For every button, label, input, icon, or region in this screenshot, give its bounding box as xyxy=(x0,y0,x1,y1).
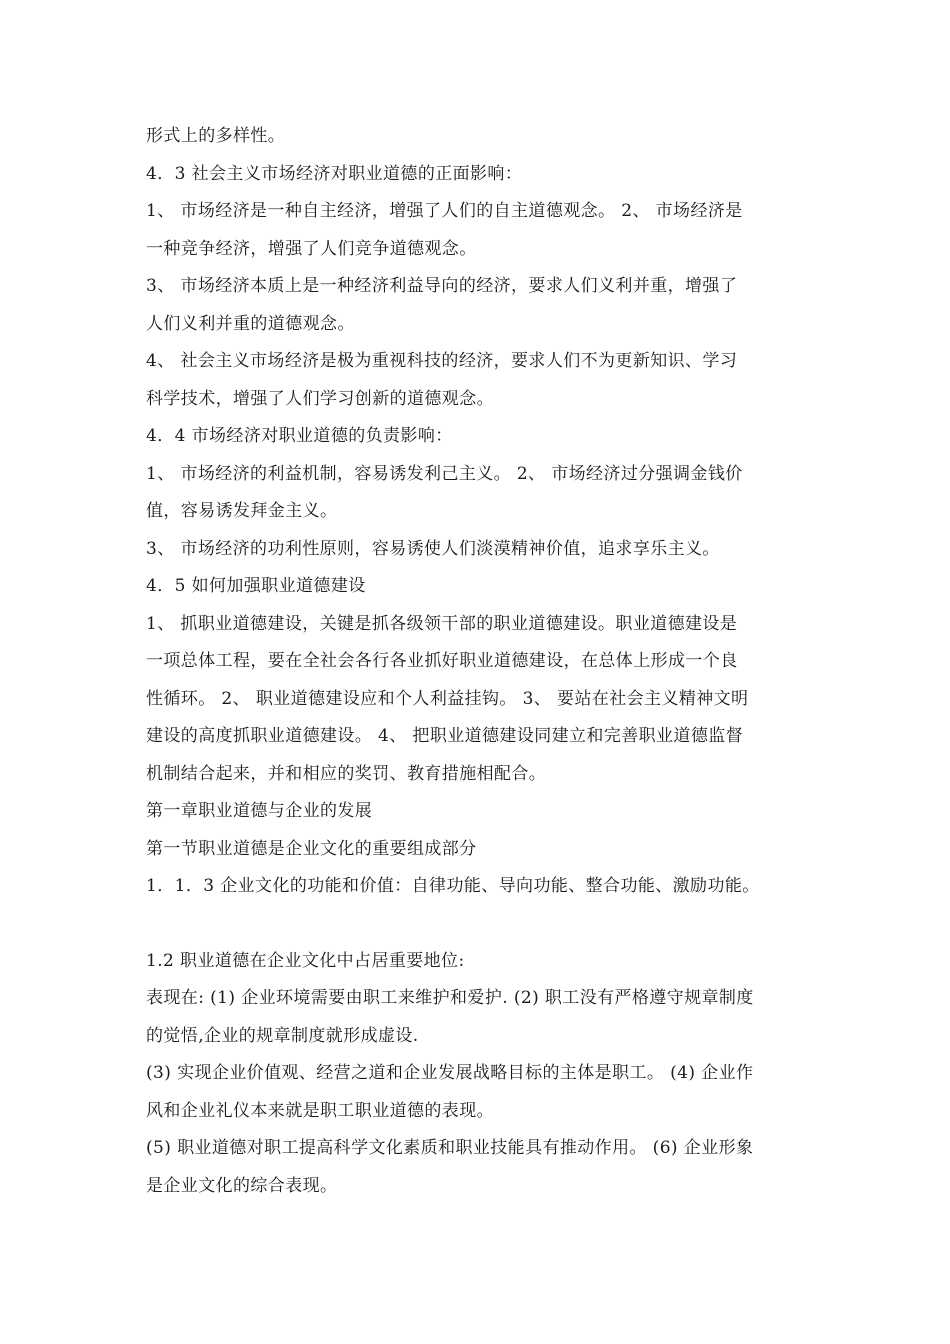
text-line: 值，容易诱发拜金主义。 xyxy=(146,501,338,521)
text-line: 3、 市场经济的功利性原则，容易诱使人们淡漠精神价值，追求享乐主义。 xyxy=(146,538,720,559)
document-body xyxy=(146,118,818,1205)
text-line: 的觉悟,企业的规章制度就形成虚设. xyxy=(146,1025,419,1046)
section-heading-4-4: 4．4 市场经济对职业道德的负责影响： xyxy=(146,426,453,446)
text-line: 建设的高度抓职业道德建设。 4、 把职业道德建设同建立和完善职业道德监督 xyxy=(146,726,744,746)
section-heading-4-3: 4．3 社会主义市场经济对职业道德的正面影响： xyxy=(146,163,523,184)
text-line: 是企业文化的综合表现。 xyxy=(146,1175,338,1196)
section-heading-1-2: 1.2 职业道德在企业文化中占居重要地位: xyxy=(146,950,465,971)
text-line: (5) 职业道德对职工提高科学文化素质和职业技能具有推动作用。 (6) 企业形象 xyxy=(146,1138,754,1158)
text-line: 1、 市场经济是一种自主经济，增强了人们的自主道德观念。 2、 市场经济是 xyxy=(146,201,743,221)
section-heading: 第一节职业道德是企业文化的重要组成部分 xyxy=(146,838,477,859)
text-line: 表现在: (1) 企业环境需要由职工来维护和爱护. (2) 职工没有严格遵守规章制度 xyxy=(146,988,754,1008)
text-line: 机制结合起来，并和相应的奖罚、教育措施相配合。 xyxy=(146,763,547,784)
text-line: 4、 社会主义市场经济是极为重视科技的经济，要求人们不为更新知识、学习 xyxy=(146,351,738,371)
section-heading-4-5: 4．5 如何加强职业道德建设 xyxy=(146,576,366,596)
paragraph-gap xyxy=(146,906,818,943)
text-line: 一种竞争经济，增强了人们竞争道德观念。 xyxy=(146,238,477,259)
text-line: 性循环。 2、 职业道德建设应和个人利益挂钩。 3、 要站在社会主义精神文明 xyxy=(146,688,749,709)
text-line: 1、 市场经济的利益机制，容易诱发利己主义。 2、 市场经济过分强调金钱价 xyxy=(146,463,743,484)
text-line: 人们义利并重的道德观念。 xyxy=(146,313,355,334)
text-line: 风和企业礼仪本来就是职工职业道德的表现。 xyxy=(146,1100,494,1121)
text-line: 1．1．3 企业文化的功能和价值：自律功能、导向功能、整合功能、激励功能。 xyxy=(146,876,760,896)
text-line: 一项总体工程，要在全社会各行各业抓好职业道德建设，在总体上形成一个良 xyxy=(146,651,738,671)
text-line: (3) 实现企业价值观、经营之道和企业发展战略目标的主体是职工。 (4) 企业作 xyxy=(146,1063,754,1083)
text-line: 1、 抓职业道德建设，关键是抓各级领干部的职业道德建设。职业道德建设是 xyxy=(146,613,738,634)
text-line: 形式上的多样性。 xyxy=(146,126,286,146)
text-line: 科学技术，增强了人们学习创新的道德观念。 xyxy=(146,388,494,409)
chapter-heading: 第一章职业道德与企业的发展 xyxy=(146,801,373,821)
text-line: 3、 市场经济本质上是一种经济利益导向的经济，要求人们义利并重，增强了 xyxy=(146,276,738,296)
